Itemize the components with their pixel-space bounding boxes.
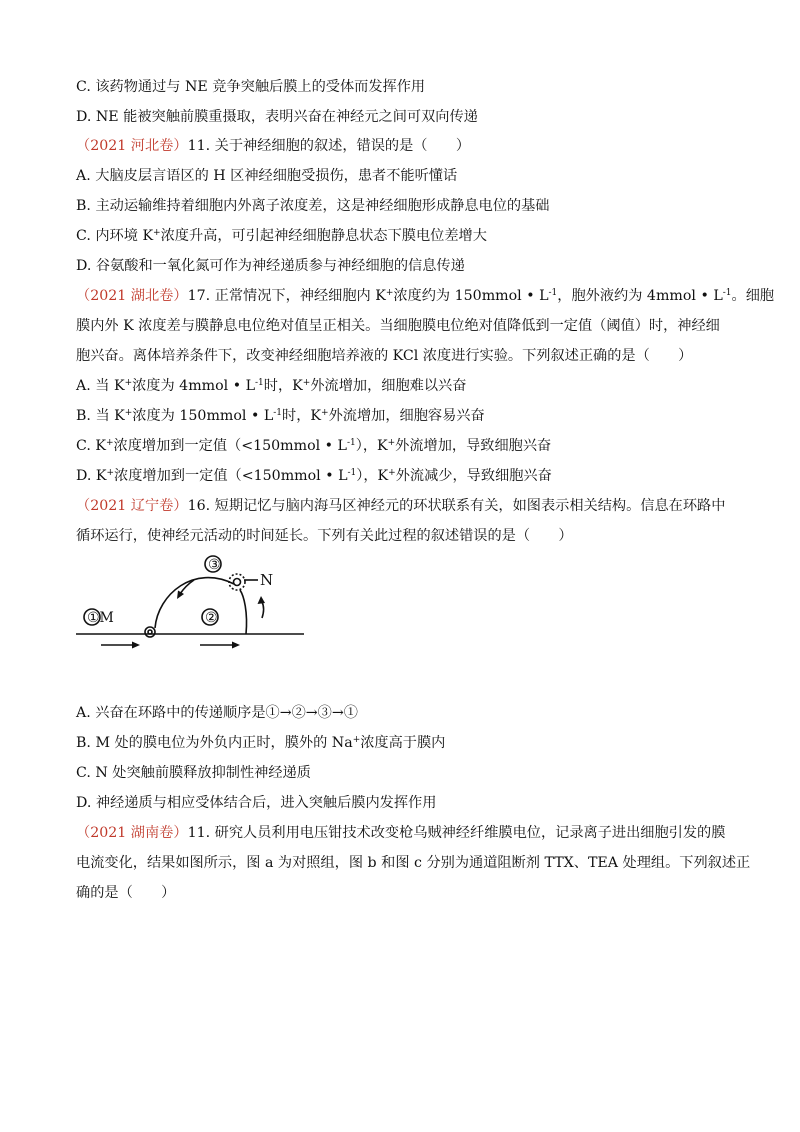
source-tag: （2021 河北卷） bbox=[76, 138, 188, 154]
arrow-up-head bbox=[258, 596, 266, 604]
option-text: A. 兴奋在环路中的传递顺序是①→②→③→① bbox=[76, 705, 358, 721]
question-stem-line: 胞兴奋。离体培养条件下，改变神经细胞培养液的 KCl 浓度进行实验。下列叙述正确的是（ ） bbox=[76, 348, 693, 364]
option-text: D. K+浓度增加到一定值（<150mmol • $L^{-1}$），K+外流减少，导致细胞兴奋 bbox=[76, 468, 552, 484]
option-text: B. 当 K+浓度为 150mmol • $L^{-1}$时，K+外流增加，细胞容易兴奋 bbox=[76, 408, 485, 424]
synapse-cell-body bbox=[145, 627, 155, 637]
option-text: B. 主动运输维持着细胞内外离子浓度差，这是神经细胞形成静息电位的基础 bbox=[76, 198, 550, 214]
arrow-left-head bbox=[132, 642, 140, 649]
arrow-right-head bbox=[232, 642, 240, 649]
loop-arc-3 bbox=[155, 578, 234, 628]
option-text: C. 该药物通过与 NE 竞争突触后膜上的受体而发挥作用 bbox=[76, 79, 426, 95]
option-text: D. 谷氨酸和一氧化氮可作为神经递质参与神经细胞的信息传递 bbox=[76, 258, 465, 274]
question-stem: （2021 河北卷）11. 关于神经细胞的叙述，错误的是（ ） bbox=[76, 138, 471, 154]
option-text: B. M 处的膜电位为外负内正时，膜外的 Na+浓度高于膜内 bbox=[76, 735, 446, 751]
source-tag: （2021 湖北卷） bbox=[76, 288, 188, 304]
option-text: D. 神经递质与相应受体结合后，进入突触后膜内发挥作用 bbox=[76, 795, 437, 811]
neuron-loop-diagram bbox=[76, 546, 316, 658]
diagram-label-3: ③ bbox=[208, 557, 221, 573]
question-stem-line: 电流变化，结果如图所示，图 a 为对照组，图 b 和图 c 分别为通道阻断剂 TTX、TEA 处理组。下列叙述正 bbox=[76, 855, 751, 871]
question-stem: （2021 湖北卷）17. 正常情况下，神经细胞内 K+浓度约为 150mmol • $L^{-1}$，胞外液约为 4mmol • $L^{-1}$。细胞 bbox=[76, 288, 775, 304]
option-text: A. 当 K+浓度为 4mmol • $L^{-1}$时，K+外流增加，细胞难以兴奋 bbox=[76, 378, 467, 394]
synapse-cell-body-core bbox=[148, 630, 152, 634]
question-stem-line: 循环运行，使神经元活动的时间延长。下列有关此过程的叙述错误的是（ ） bbox=[76, 528, 573, 544]
arrow-loop-head bbox=[177, 591, 184, 600]
option-text: C. N 处突触前膜释放抑制性神经递质 bbox=[76, 765, 311, 781]
diagram-label-2: ② bbox=[205, 610, 218, 626]
question-stem: （2021 辽宁卷）16. 短期记忆与脑内海马区神经元的环状联系有关，如图表示相关结构。信息在环路中 bbox=[76, 498, 726, 514]
source-tag: （2021 湖南卷） bbox=[76, 825, 188, 841]
source-tag: （2021 辽宁卷） bbox=[76, 498, 188, 514]
synapse-n-terminal bbox=[234, 579, 241, 586]
diagram-label-n: N bbox=[260, 571, 274, 589]
question-stem-line: 膜内外 K 浓度差与膜静息电位绝对值呈正相关。当细胞膜电位绝对值降低到一定值（阈值）时，神经细 bbox=[76, 318, 720, 334]
option-text: C. K+浓度增加到一定值（<150mmol • $L^{-1}$），K+外流增加，导致细胞兴奋 bbox=[76, 438, 552, 454]
question-stem-line: 确的是（ ） bbox=[76, 885, 176, 901]
option-text: C. 内环境 K+浓度升高，可引起神经细胞静息状态下膜电位差增大 bbox=[76, 228, 487, 244]
option-text: D. NE 能被突触前膜重摄取，表明兴奋在神经元之间可双向传递 bbox=[76, 109, 478, 125]
question-stem: （2021 湖南卷）11. 研究人员利用电压钳技术改变枪乌贼神经纤维膜电位，记录离子进出细胞引发的膜 bbox=[76, 825, 726, 841]
arrow-up-shaft bbox=[262, 602, 264, 618]
loop-arc-2 bbox=[240, 590, 247, 634]
option-text: A. 大脑皮层言语区的 H 区神经细胞受损伤，患者不能听懂话 bbox=[76, 168, 458, 184]
diagram-label-1m: ①M bbox=[87, 610, 114, 626]
